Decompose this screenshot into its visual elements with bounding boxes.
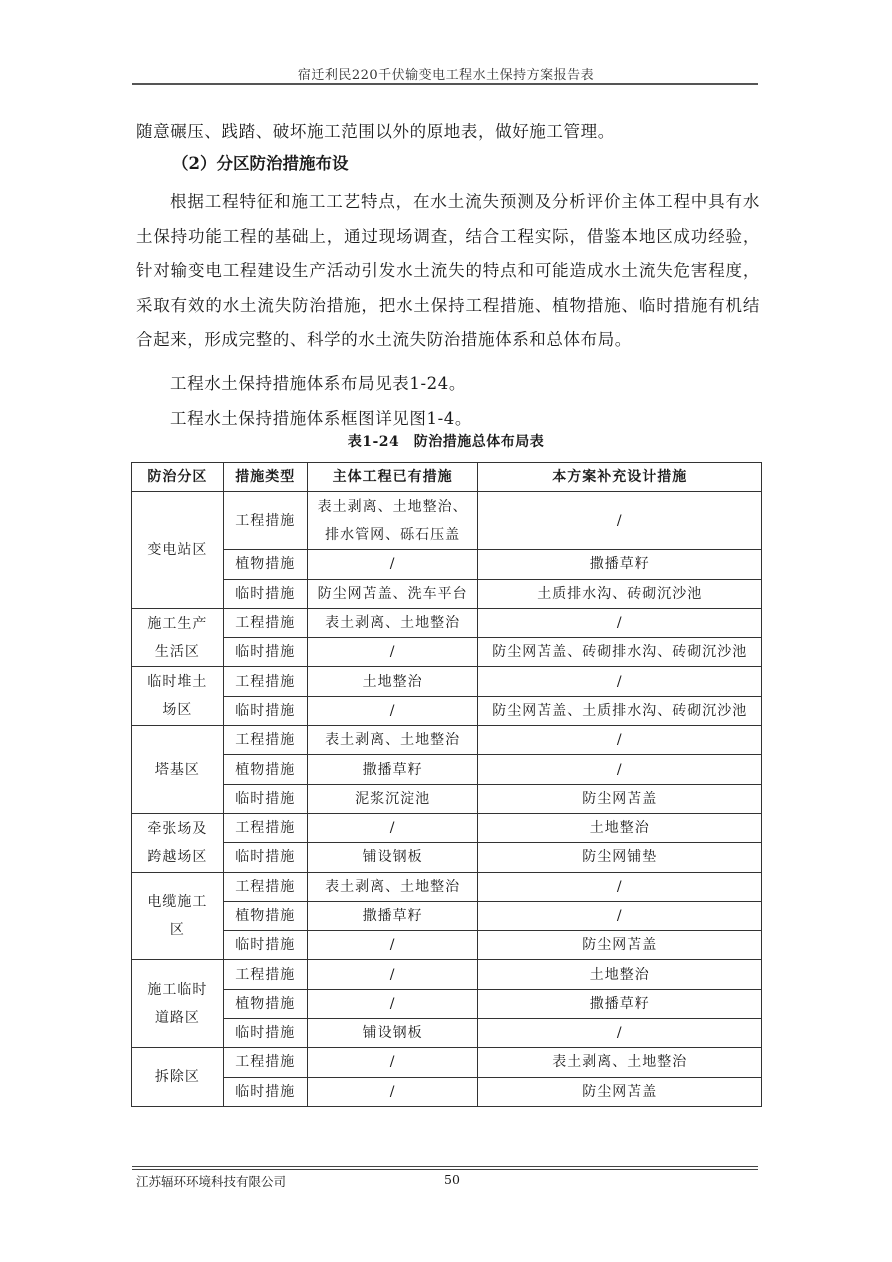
existing-measure-line: / — [389, 702, 396, 719]
table-body — [132, 492, 762, 1107]
added-measures-cell: 土质排水沟、砖砌沉沙池 — [478, 579, 762, 608]
header-cell-added: 本方案补充设计措施 — [478, 463, 762, 492]
existing-measure-line: / — [389, 820, 396, 837]
table-row — [132, 1077, 762, 1106]
existing-measure-line: 铺设钢板 — [362, 849, 423, 866]
measure-type-cell: 临时措施 — [223, 638, 307, 667]
existing-measure-line: 表土剥离、土地整治、 — [317, 498, 468, 515]
added-measures-cell: 表土剥离、土地整治 — [478, 1048, 762, 1077]
measure-type-cell: 植物措施 — [223, 755, 307, 784]
existing-measures-cell — [307, 872, 478, 901]
zone-name-line: 区 — [169, 922, 185, 938]
table-row — [132, 901, 762, 930]
paragraph-table-ref: 工程水土保持措施体系布局见表1-24。 — [170, 374, 466, 393]
table-row — [132, 608, 762, 637]
table-row — [132, 784, 762, 813]
zone-cell — [132, 813, 224, 872]
added-measures-cell: / — [478, 492, 762, 550]
existing-measure-line: 泥浆沉淀池 — [355, 790, 431, 807]
header-cell-existing: 主体工程已有措施 — [307, 463, 478, 492]
table-row — [132, 579, 762, 608]
existing-measures-cell — [307, 1048, 478, 1077]
measure-type-cell: 工程措施 — [223, 1048, 307, 1077]
table-row — [132, 1048, 762, 1077]
existing-measures-cell — [307, 726, 478, 755]
zone-cell — [132, 608, 224, 667]
measure-type-cell: 临时措施 — [223, 696, 307, 725]
added-measures-cell: 防尘网苫盖、土质排水沟、砖砌沉沙池 — [478, 696, 762, 725]
added-measures-cell: 土地整治 — [478, 813, 762, 842]
table-row — [132, 989, 762, 1018]
existing-measure-line: 表土剥离、土地整治 — [325, 615, 461, 632]
paragraph-figure-ref: 工程水土保持措施体系框图详见图1-4。 — [170, 409, 472, 428]
header-divider — [132, 83, 758, 85]
existing-measures-cell — [307, 638, 478, 667]
existing-measures-cell — [307, 843, 478, 872]
measure-type-cell: 工程措施 — [223, 960, 307, 989]
zone-name-line: 施工生产 — [147, 615, 208, 632]
section-subheading: （2）分区防治措施布设 — [172, 154, 349, 173]
zone-cell — [132, 726, 224, 814]
paragraph-main: 根据工程特征和施工工艺特点，在水土流失预测及分析评价主体工程中具有水土保持功能工程的基础上，通过现场调查，结合工程实际，借鉴本地区成功经验，针对输变电工程建设生产活动引发水土流失的特点和可能造成水土流失危害程度，采取有效的水土流失防治措施，把水土保持工程措施、植物措施、临时措施有机结合起来，形成完整的、科学的水土流失防治措施体系和总体布局。 — [136, 192, 760, 350]
table-row — [132, 726, 762, 755]
existing-measures-cell — [307, 696, 478, 725]
measure-type-cell: 临时措施 — [223, 843, 307, 872]
measures-table — [131, 462, 762, 1107]
zone-name-line: 场区 — [162, 702, 193, 719]
paragraph-continuation: 随意碾压、践踏、破坏施工范围以外的原地表，做好施工管理。 — [136, 122, 615, 141]
zone-name-line: 塔基区 — [154, 761, 200, 778]
zone-name-line: 电缆施工 — [147, 894, 208, 910]
zone-name-line: 施工临时 — [147, 981, 208, 998]
existing-measures-cell — [307, 784, 478, 813]
existing-measure-line: / — [389, 1083, 396, 1100]
measure-type-cell: 工程措施 — [223, 726, 307, 755]
zone-name-line: 拆除区 — [154, 1069, 200, 1086]
table-row — [132, 550, 762, 579]
added-measures-cell: 防尘网铺垫 — [478, 843, 762, 872]
zone-name-line: 道路区 — [154, 1009, 200, 1026]
table-row — [132, 843, 762, 872]
existing-measures-cell — [307, 755, 478, 784]
footer-divider-top — [132, 1166, 758, 1167]
existing-measures-cell — [307, 901, 478, 930]
measure-type-cell: 植物措施 — [223, 989, 307, 1018]
table-row — [132, 813, 762, 842]
measure-type-cell: 临时措施 — [223, 1077, 307, 1106]
measure-type-cell: 工程措施 — [223, 813, 307, 842]
added-measures-cell: 撒播草籽 — [478, 989, 762, 1018]
existing-measure-line: 防尘网苫盖、洗车平台 — [317, 585, 468, 602]
header-cell-zone: 防治分区 — [132, 463, 224, 492]
table-row — [132, 638, 762, 667]
table-row — [132, 931, 762, 960]
measure-type-cell: 工程措施 — [223, 492, 307, 550]
zone-name-line: 生活区 — [154, 643, 200, 660]
added-measures-cell: 防尘网苫盖 — [478, 784, 762, 813]
added-measures-cell: / — [478, 755, 762, 784]
zone-cell — [132, 872, 224, 960]
zone-cell — [132, 960, 224, 1048]
zone-cell — [132, 492, 224, 609]
existing-measure-line: / — [389, 1054, 396, 1071]
existing-measure-line: / — [389, 556, 396, 573]
measure-type-cell: 植物措施 — [223, 901, 307, 930]
existing-measure-line: 铺设钢板 — [362, 1025, 423, 1042]
measure-type-cell: 临时措施 — [223, 579, 307, 608]
existing-measures-cell — [307, 608, 478, 637]
footer-divider-bottom — [132, 1169, 758, 1170]
zone-name-line: 牵张场及 — [147, 820, 208, 837]
zone-name-line: 跨越场区 — [147, 848, 208, 865]
existing-measure-line: 土地整治 — [362, 673, 423, 690]
existing-measure-line: / — [389, 644, 396, 661]
existing-measures-cell — [307, 667, 478, 696]
added-measures-cell: / — [478, 901, 762, 930]
existing-measure-line: / — [389, 995, 396, 1012]
table-caption: 表1-24 防治措施总体布局表 — [347, 434, 545, 450]
measure-type-cell: 临时措施 — [223, 1019, 307, 1048]
existing-measures-cell — [307, 931, 478, 960]
existing-measure-line: 撒播草籽 — [362, 761, 423, 778]
measure-type-cell: 工程措施 — [223, 667, 307, 696]
table-row — [132, 696, 762, 725]
existing-measure-line: 撒播草籽 — [362, 908, 423, 924]
existing-measure-line: / — [389, 966, 396, 983]
measure-type-cell: 植物措施 — [223, 550, 307, 579]
header-cell-type: 措施类型 — [223, 463, 307, 492]
measure-type-cell: 工程措施 — [223, 608, 307, 637]
table-row — [132, 492, 762, 550]
table-row — [132, 667, 762, 696]
added-measures-cell: / — [478, 608, 762, 637]
footer-company: 江苏辐环环境科技有限公司 — [136, 1174, 287, 1189]
existing-measure-line: 排水管网、砾石压盖 — [325, 526, 461, 543]
table-row — [132, 960, 762, 989]
added-measures-cell: / — [478, 726, 762, 755]
added-measures-cell: 防尘网苫盖、砖砌排水沟、砖砌沉沙池 — [478, 638, 762, 667]
added-measures-cell: / — [478, 872, 762, 901]
added-measures-cell: 撒播草籽 — [478, 550, 762, 579]
existing-measures-cell — [307, 813, 478, 842]
measure-type-cell: 临时措施 — [223, 784, 307, 813]
added-measures-cell: / — [478, 667, 762, 696]
existing-measure-line: / — [389, 937, 396, 954]
added-measures-cell: 防尘网苫盖 — [478, 1077, 762, 1106]
zone-name-line: 临时堆土 — [147, 674, 208, 691]
page-header-title: 宿迁利民220千伏输变电工程水土保持方案报告表 — [297, 68, 595, 83]
existing-measures-cell — [307, 1019, 478, 1048]
zone-name-line: 变电站区 — [147, 542, 208, 559]
existing-measures-cell — [307, 960, 478, 989]
added-measures-cell: 土地整治 — [478, 960, 762, 989]
table-row — [132, 872, 762, 901]
table-header-row — [132, 463, 762, 492]
existing-measures-cell — [307, 492, 478, 550]
existing-measure-line: 表土剥离、土地整治 — [325, 878, 461, 895]
zone-cell — [132, 667, 224, 726]
added-measures-cell: / — [478, 1019, 762, 1048]
existing-measures-cell — [307, 579, 478, 608]
existing-measures-cell — [307, 989, 478, 1018]
table-row — [132, 755, 762, 784]
existing-measure-line: 表土剥离、土地整治 — [325, 732, 461, 749]
added-measures-cell: 防尘网苫盖 — [478, 931, 762, 960]
existing-measures-cell — [307, 1077, 478, 1106]
table-row — [132, 1019, 762, 1048]
measure-type-cell: 工程措施 — [223, 872, 307, 901]
zone-cell — [132, 1048, 224, 1107]
page-number: 50 — [444, 1172, 460, 1187]
existing-measures-cell — [307, 550, 478, 579]
measure-type-cell: 临时措施 — [223, 931, 307, 960]
